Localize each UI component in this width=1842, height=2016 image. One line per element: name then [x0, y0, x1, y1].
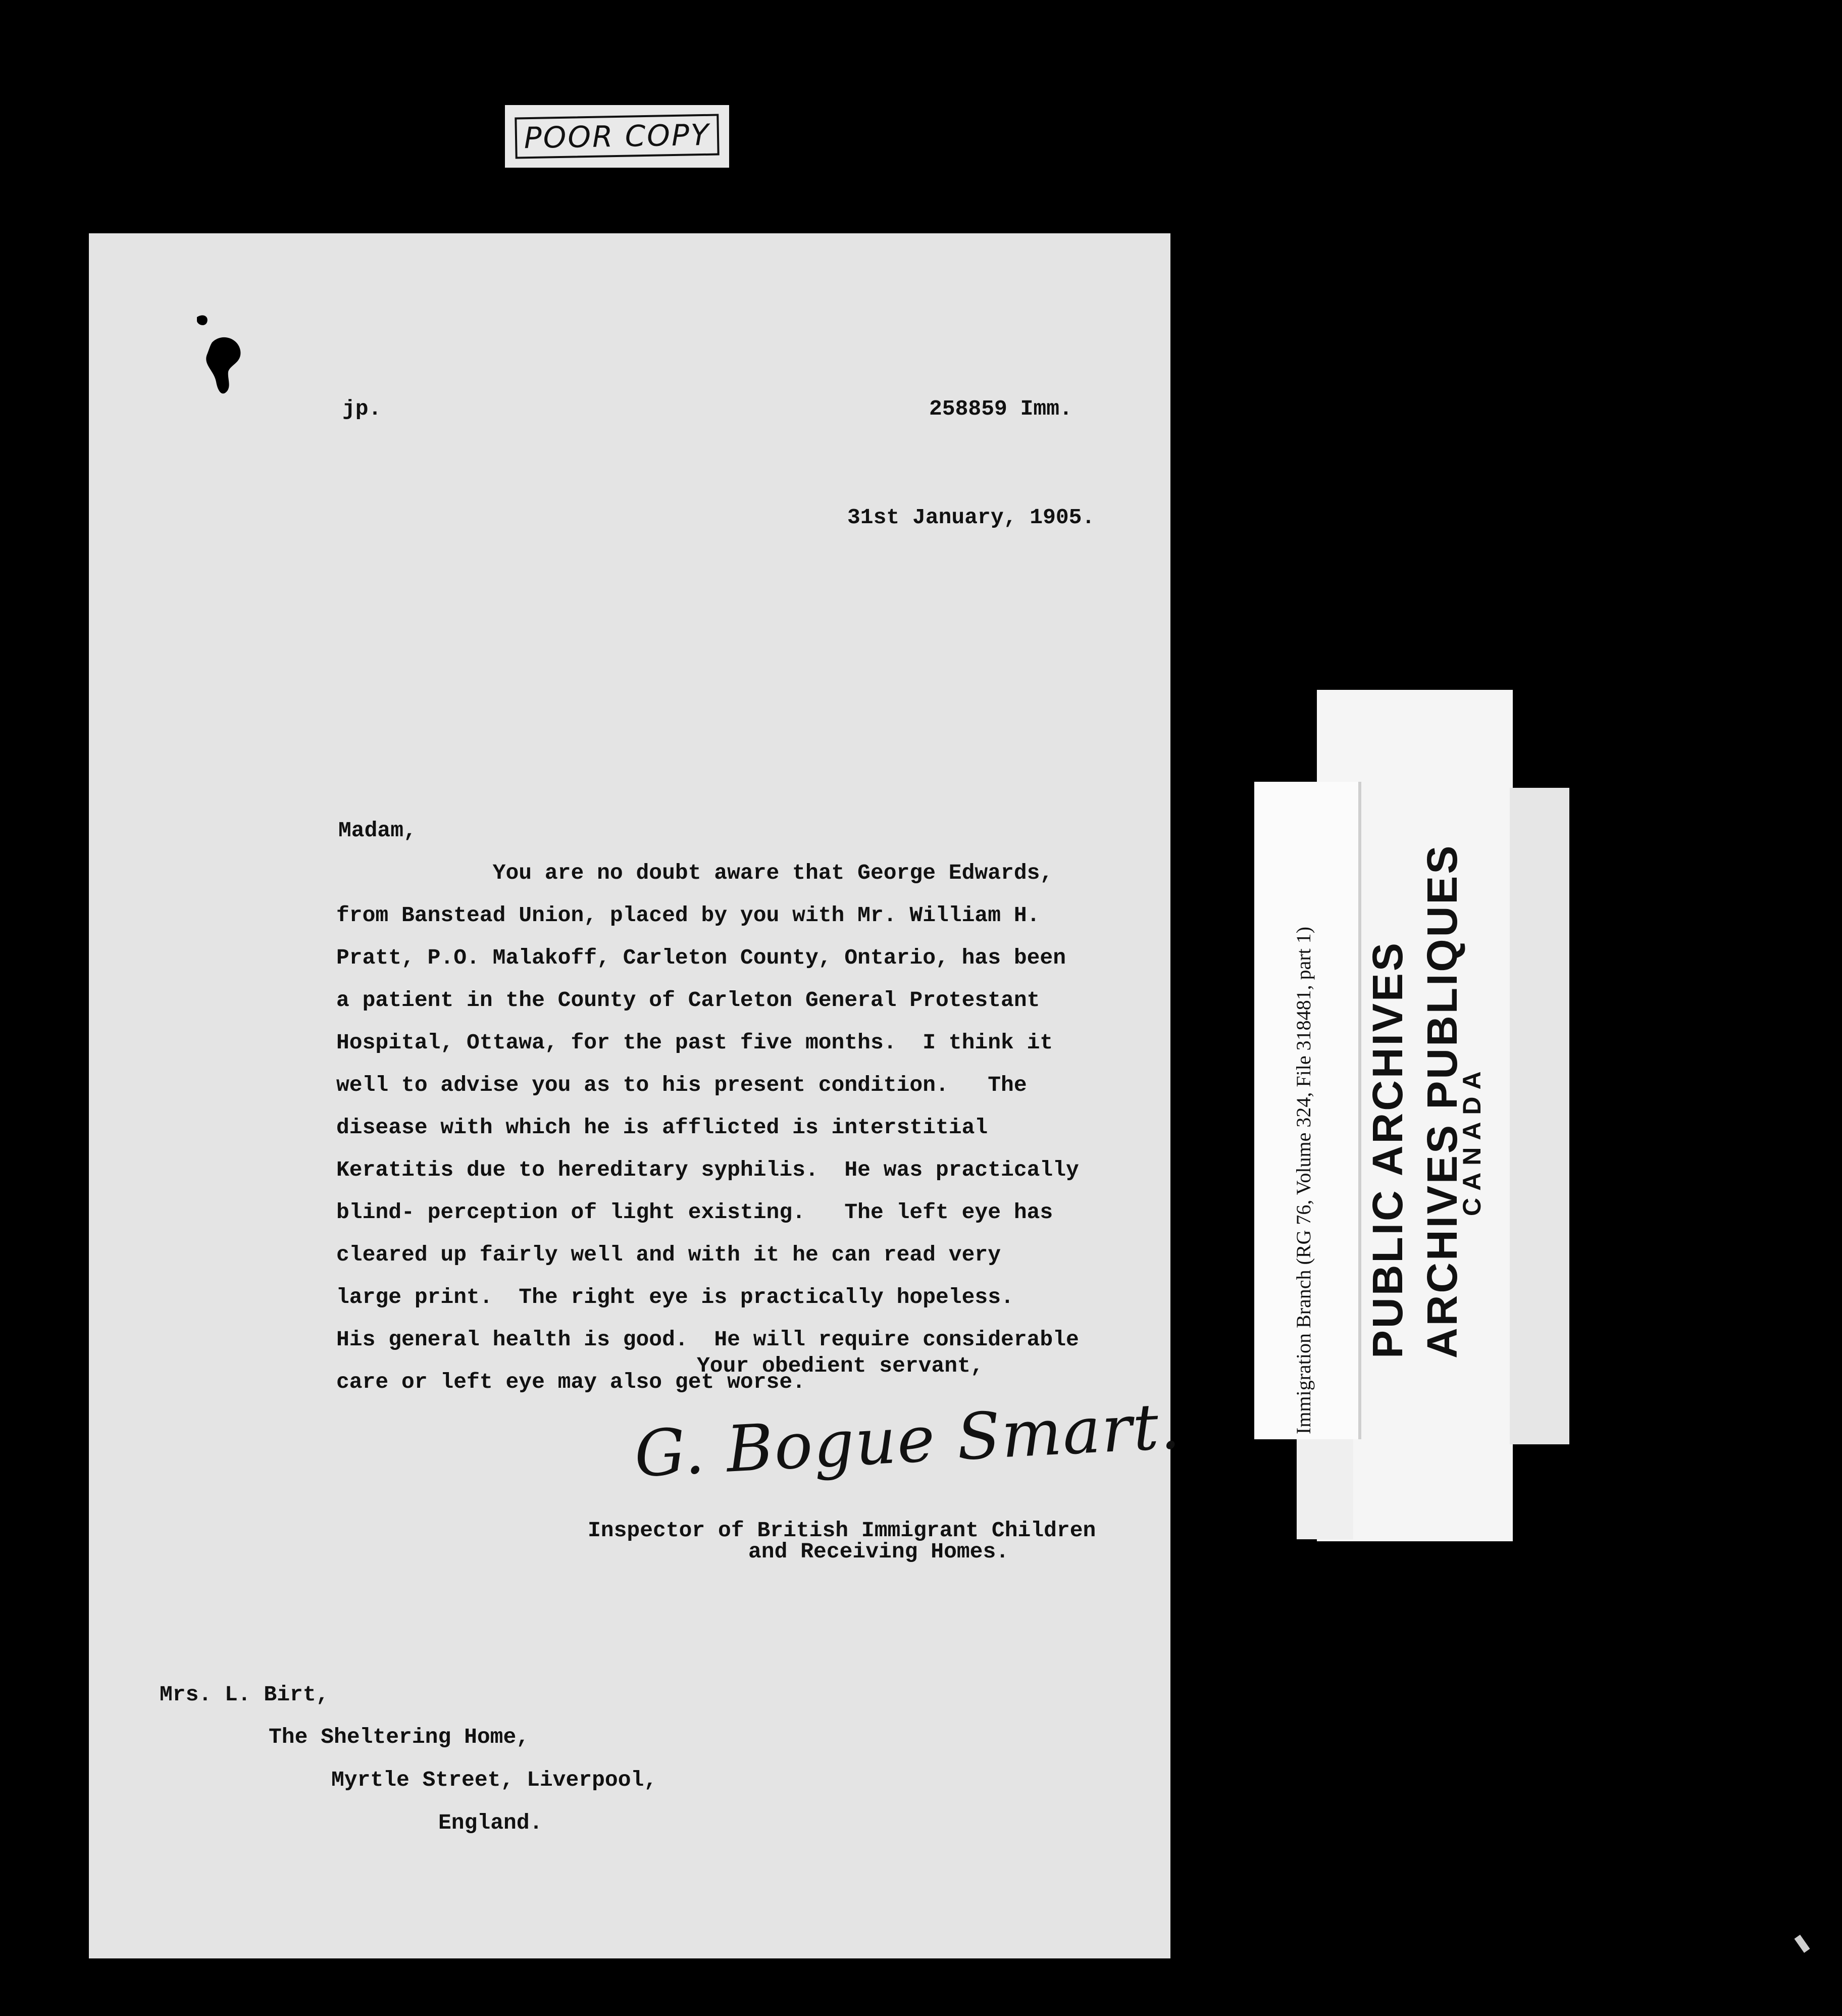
closing: Your obedient servant, [697, 1353, 984, 1378]
archive-name-english: PUBLIC ARCHIVES [1364, 941, 1411, 1358]
body-line: His general health is good. He will require considerable [336, 1327, 1079, 1352]
letter-page [89, 233, 1183, 1958]
ink-blot [192, 312, 252, 398]
reference-initials: jp. [342, 396, 382, 421]
letter-date: 31st January, 1905. [847, 505, 1095, 530]
poor-copy-stamp [505, 105, 729, 168]
archive-label-edge [1510, 788, 1569, 1444]
signatory-title-line2: and Receiving Homes. [748, 1539, 1009, 1564]
signatory-title-line1: Inspector of British Immigrant Children [588, 1518, 1096, 1543]
body-line: cleared up fairly well and with it he can read very [336, 1242, 1001, 1267]
body-line: Hospital, Ottawa, for the past five months. I think it [336, 1030, 1053, 1055]
salutation: Madam, [338, 818, 417, 843]
film-speck [1795, 1935, 1810, 1953]
recipient-address-line: The Sheltering Home, [269, 1725, 530, 1749]
body-line: care or left eye may also get worse. [336, 1370, 805, 1394]
recipient-address-line: Myrtle Street, Liverpool, [331, 1768, 657, 1792]
body-line: Pratt, P.O. Malakoff, Carleton County, Ontario, has been [336, 945, 1066, 970]
body-line: a patient in the County of Carleton General Protestant [336, 988, 1040, 1013]
body-line: large print. The right eye is practically hopeless. [336, 1285, 1014, 1309]
poor-copy-stamp-text: POOR COPY [515, 114, 719, 159]
body-line: well to advise you as to his present condition. The [336, 1073, 1027, 1097]
signature: G. Bogue Smart. [632, 1388, 1183, 1492]
archive-country: CANADA [1458, 1064, 1486, 1216]
body-line: blind- perception of light existing. The left eye has [336, 1200, 1053, 1225]
recipient-name: Mrs. L. Birt, [160, 1682, 329, 1707]
archive-file-reference: Immigration Branch (RG 76, Volume 324, File 318481, part 1) [1292, 926, 1315, 1434]
archive-name-french: ARCHIVES PUBLIQUES [1418, 843, 1466, 1358]
body-line: disease with which he is afflicted is interstitial [336, 1115, 988, 1140]
body-line: Keratitis due to hereditary syphilis. He was practically [336, 1157, 1079, 1182]
body-line: You are no doubt aware that George Edwards, [336, 861, 1053, 885]
file-number: 258859 Imm. [929, 396, 1072, 421]
recipient-address-line: England. [438, 1810, 543, 1835]
body-line: from Banstead Union, placed by you with Mr. William H. [336, 903, 1040, 928]
